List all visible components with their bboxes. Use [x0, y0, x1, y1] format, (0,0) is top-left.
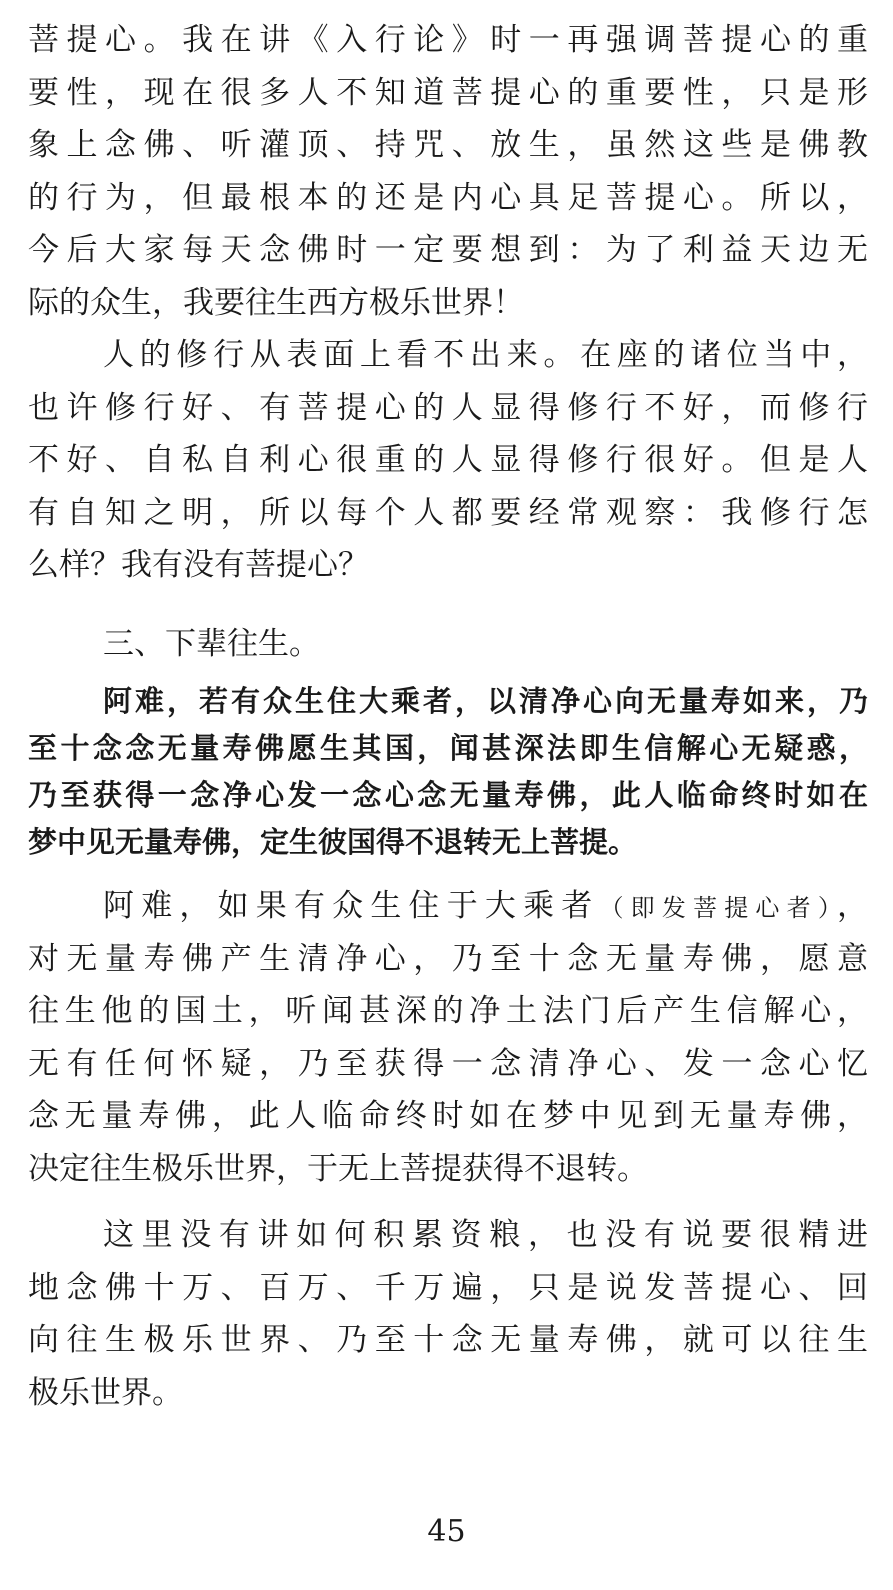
text-line: 地念佛十万、百万、千万遍，只是说发菩提心、回 [28, 1269, 868, 1306]
page-body [28, 14, 868, 1419]
text-segment: ， [837, 888, 869, 924]
paragraph-bodhicitta-importance [28, 14, 868, 329]
text-line: 象上念佛、听灌顶、持咒、放生，虽然这些是佛教 [28, 127, 868, 163]
text-line: 向往生极乐世界、乃至十念无量寿佛，就可以往生 [28, 1322, 868, 1358]
page-number: 45 [427, 1514, 466, 1549]
text-line: 么样？我有没有菩提心？ [28, 547, 369, 583]
text-line: 对无量寿佛产生清净心，乃至十念无量寿佛，愿意 [28, 940, 868, 977]
text-line: 念无量寿佛，此人临命终时如在梦中见到无量寿佛， [28, 1098, 868, 1134]
text-line: 往生他的国土，听闻甚深的净土法门后产生信解心， [28, 993, 868, 1029]
text-line: 际的众生，我要往生西方极乐世界！ [28, 284, 524, 321]
text-line: 决定往生极乐世界，于无上菩提获得不退转。 [28, 1150, 648, 1187]
text-line: 今后大家每天念佛时一定要想到：为了利益天边无 [28, 232, 868, 268]
text-line: 要性，现在很多人不知道菩提心的重要性，只是形 [28, 74, 868, 111]
section-heading [28, 618, 868, 671]
text-line: 不好、自私自利心很重的人显得修行很好。但是人 [28, 442, 868, 478]
text-line: 的行为，但最根本的还是内心具足菩提心。所以， [28, 179, 868, 216]
text-line: 这里没有讲如何积累资粮，也没有说要很精进 [103, 1217, 868, 1253]
scripture-quote [28, 678, 868, 866]
paragraph-scripture-explanation [28, 880, 868, 1195]
text-segment: 阿难，如果有众生住于大乘者 [103, 888, 600, 924]
text-line: 有自知之明，所以每个人都要经常观察：我修行怎 [28, 494, 868, 531]
paragraph-summary [28, 1209, 868, 1419]
text-line: 也许修行好、有菩提心的人显得修行不好，而修行 [28, 389, 868, 426]
scripture-line: 梦中见无量寿佛，定生彼国得不退转无上菩提。 [28, 825, 638, 859]
text-line [28, 880, 868, 933]
scripture-line: 乃至获得一念净心发一念心念无量寿佛，此人临命终时如在 [28, 778, 868, 812]
text-line: 人的修行从表面上看不出来。在座的诸位当中， [103, 337, 868, 373]
text-line: 菩提心。我在讲《入行论》时一再强调菩提心的重 [28, 22, 868, 58]
scripture-line: 至十念念无量寿佛愿生其国，闻甚深法即生信解心无疑惑， [28, 731, 868, 765]
text-line: 无有任何怀疑，乃至获得一念清净心、发一念心忆 [28, 1045, 868, 1082]
parenthetical-note: （即发菩提心者） [599, 894, 838, 922]
section-heading-text: 三、下辈往生。 [103, 625, 320, 662]
scripture-line: 阿难，若有众生住大乘者，以清净心向无量寿如来，乃 [103, 684, 868, 718]
text-line: 极乐世界。 [28, 1374, 183, 1411]
paragraph-practice-observation [28, 329, 868, 592]
